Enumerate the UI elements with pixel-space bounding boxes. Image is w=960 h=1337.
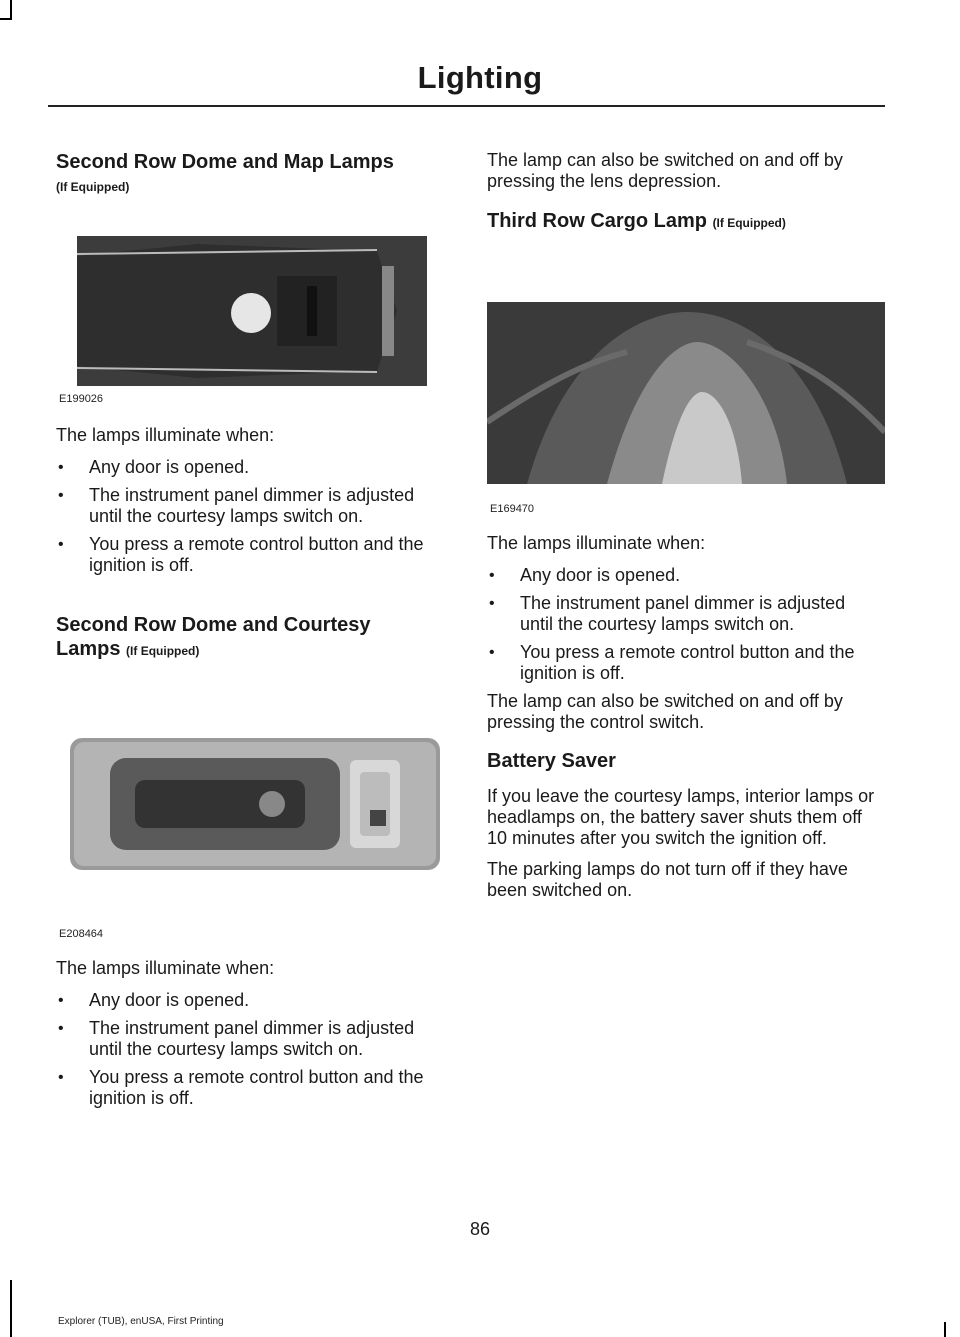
list-item: • The instrument panel dimmer is adjusted until the courtesy lamps switch on. (56, 485, 451, 527)
list-item: • You press a remote control button and the ignition is off. (487, 642, 882, 684)
heading-line2: Lamps (56, 638, 121, 660)
bullet-list (56, 990, 451, 1109)
right-column-top (487, 150, 882, 235)
list-item: • Any door is opened. (56, 457, 451, 478)
crop-mark-top-left-h (0, 18, 12, 20)
courtesy-lamp-figure (70, 738, 440, 870)
section-heading: Second Row Dome and Map Lamps (56, 151, 394, 173)
cargo-lamp-figure (487, 302, 885, 484)
page-title: Lighting (417, 60, 543, 95)
page-number: 86 (469, 1219, 491, 1239)
crop-mark-bottom-left (10, 1280, 12, 1337)
left-section2-heading (56, 613, 451, 663)
figure-id: E199026 (59, 393, 104, 405)
after-text: The lamp can also be switched on and off by pressing the control switch. (487, 691, 843, 732)
carryover-text: The lamp can also be switched on and off by pressing the lens depression. (487, 150, 843, 191)
heading-text: Third Row Cargo Lamp (487, 210, 707, 232)
figure-id: E208464 (59, 928, 104, 940)
intro-text: The lamps illuminate when: (56, 425, 275, 445)
header-rule (48, 105, 885, 107)
right-section3-body (487, 533, 882, 901)
section-heading (487, 209, 882, 235)
cargo-lamp-illustration (487, 302, 885, 484)
paragraph: If you leave the courtesy lamps, interior lamps or headlamps on, the battery saver shuts them off 10 minutes after you switch the ignition off. (487, 786, 875, 848)
figure-id: E169470 (490, 503, 535, 515)
equipment-note: (If Equipped) (56, 180, 130, 194)
list-item: • The instrument panel dimmer is adjusted until the courtesy lamps switch on. (56, 1018, 451, 1060)
edition-text: Explorer (TUB), enUSA, First Printing (58, 1316, 224, 1327)
page-header (0, 60, 960, 96)
crop-mark-bottom-right (944, 1322, 946, 1337)
list-item: • You press a remote control button and the ignition is off. (56, 534, 451, 576)
list-item: • The instrument panel dimmer is adjusted until the courtesy lamps switch on. (487, 593, 882, 635)
heading-line1: Second Row Dome and Courtesy (56, 614, 371, 636)
left-section1-body (56, 425, 451, 583)
section-heading (56, 613, 451, 663)
equipment-note: (If Equipped) (126, 644, 200, 658)
bullet-list (56, 457, 451, 576)
list-item: • Any door is opened. (56, 990, 451, 1011)
courtesy-lamp-illustration (70, 738, 440, 870)
intro-text: The lamps illuminate when: (487, 533, 706, 553)
bullet-list (487, 565, 882, 684)
paragraph: The parking lamps do not turn off if they have been switched on. (487, 859, 848, 900)
left-column (56, 150, 451, 194)
left-section2-body (56, 958, 451, 1116)
intro-text: The lamps illuminate when: (56, 958, 275, 978)
equipment-note: (If Equipped) (712, 216, 786, 230)
dome-map-lamp-illustration (77, 236, 427, 386)
dome-map-lamp-figure (77, 236, 427, 386)
list-item: • Any door is opened. (487, 565, 882, 586)
section-heading: Battery Saver (487, 750, 616, 772)
list-item: • You press a remote control button and the ignition is off. (56, 1067, 451, 1109)
crop-mark-top-left (10, 0, 12, 20)
